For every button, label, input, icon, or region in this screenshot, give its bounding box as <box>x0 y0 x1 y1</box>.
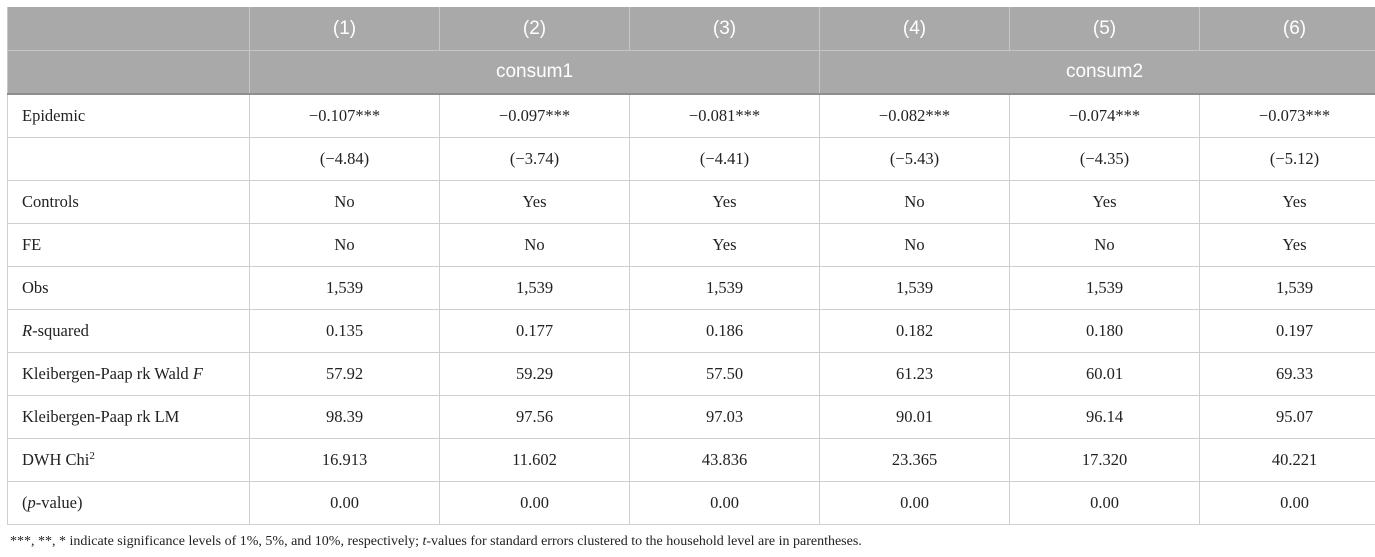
regression-table <box>7 7 1375 525</box>
group-header-consum2: consum2 <box>820 51 1375 95</box>
footnote-text: ***, **, * indicate significance levels of 1%, 5%, and 10%, respectively; <box>10 534 423 549</box>
table-cell: 57.92 <box>250 353 440 396</box>
table-cell: 0.180 <box>1010 310 1200 353</box>
footnote-italic: t <box>422 534 427 549</box>
table-cell: 59.29 <box>440 353 630 396</box>
table-cell: 11.602 <box>440 439 630 482</box>
table-cell: (−3.74) <box>440 138 630 181</box>
row-label-open: ( <box>22 493 28 512</box>
table-cell: 0.177 <box>440 310 630 353</box>
row-label: Controls <box>8 181 250 224</box>
table-cell: 0.135 <box>250 310 440 353</box>
header-row-columns <box>8 7 1375 51</box>
row-label-main: Kleibergen-Paap rk Wald <box>22 364 193 383</box>
column-header: (1) <box>250 7 440 51</box>
table-cell: 0.00 <box>1010 482 1200 525</box>
column-header: (2) <box>440 7 630 51</box>
group-header-consum1: consum1 <box>250 51 820 95</box>
table-cell: −0.107*** <box>250 94 440 138</box>
table-cell: 0.00 <box>820 482 1010 525</box>
table-cell: 90.01 <box>820 396 1010 439</box>
table-row-p-value <box>8 482 1375 525</box>
table-cell: 1,539 <box>820 267 1010 310</box>
table-cell: 0.182 <box>820 310 1010 353</box>
table-cell: No <box>250 181 440 224</box>
regression-table-container <box>7 7 1369 525</box>
table-cell: 96.14 <box>1010 396 1200 439</box>
row-label: Epidemic <box>8 94 250 138</box>
table-cell: −0.097*** <box>440 94 630 138</box>
table-cell: No <box>820 224 1010 267</box>
table-cell: Yes <box>1200 224 1375 267</box>
column-header: (3) <box>630 7 820 51</box>
table-cell: 97.56 <box>440 396 630 439</box>
table-cell: 0.197 <box>1200 310 1375 353</box>
column-header: (5) <box>1010 7 1200 51</box>
table-cell: 23.365 <box>820 439 1010 482</box>
table-row-tvalues <box>8 138 1375 181</box>
table-cell: (−5.43) <box>820 138 1010 181</box>
table-cell: No <box>440 224 630 267</box>
footnote-text-rest: -values for standard errors clustered to the household level are in parentheses. <box>426 534 862 549</box>
table-cell: Yes <box>440 181 630 224</box>
table-cell: −0.074*** <box>1010 94 1200 138</box>
row-label <box>8 138 250 181</box>
table-cell: Yes <box>630 224 820 267</box>
header-row-groups <box>8 51 1375 95</box>
table-cell: No <box>820 181 1010 224</box>
table-cell: −0.082*** <box>820 94 1010 138</box>
row-label: Kleibergen-Paap rk LM <box>8 396 250 439</box>
row-label-italic: p <box>27 493 36 512</box>
table-footnote <box>10 534 1370 550</box>
table-cell: 16.913 <box>250 439 440 482</box>
table-row-obs <box>8 267 1375 310</box>
table-cell: 1,539 <box>1010 267 1200 310</box>
table-row-controls <box>8 181 1375 224</box>
row-label-rest: -value) <box>35 493 83 512</box>
table-cell: 0.186 <box>630 310 820 353</box>
table-cell: 17.320 <box>1010 439 1200 482</box>
table-cell: Yes <box>630 181 820 224</box>
column-header: (6) <box>1200 7 1375 51</box>
table-cell: 1,539 <box>440 267 630 310</box>
table-cell: 60.01 <box>1010 353 1200 396</box>
table-cell: 0.00 <box>440 482 630 525</box>
table-cell: Yes <box>1010 181 1200 224</box>
table-cell: (−4.84) <box>250 138 440 181</box>
row-label: Obs <box>8 267 250 310</box>
table-row-dwh-chi2 <box>8 439 1375 482</box>
table-row-kp-lm <box>8 396 1375 439</box>
table-cell: −0.081*** <box>630 94 820 138</box>
table-cell: Yes <box>1200 181 1375 224</box>
row-label <box>8 353 250 396</box>
table-cell: No <box>250 224 440 267</box>
row-label-rest: -squared <box>32 321 89 340</box>
table-cell: 0.00 <box>250 482 440 525</box>
row-label: FE <box>8 224 250 267</box>
column-header: (4) <box>820 7 1010 51</box>
row-label-superscript: 2 <box>89 450 95 462</box>
table-cell: (−4.35) <box>1010 138 1200 181</box>
table-row-kp-wald-f <box>8 353 1375 396</box>
row-label <box>8 439 250 482</box>
table-cell: 0.00 <box>630 482 820 525</box>
table-cell: 57.50 <box>630 353 820 396</box>
table-cell: 1,539 <box>1200 267 1375 310</box>
row-label <box>8 482 250 525</box>
table-row-r-squared <box>8 310 1375 353</box>
table-cell: 0.00 <box>1200 482 1375 525</box>
header-corner <box>8 7 250 51</box>
table-cell: 43.836 <box>630 439 820 482</box>
row-label-italic: R <box>22 321 33 340</box>
table-row-epidemic <box>8 94 1375 138</box>
table-row-fe <box>8 224 1375 267</box>
table-cell: No <box>1010 224 1200 267</box>
table-cell: 95.07 <box>1200 396 1375 439</box>
header-corner-2 <box>8 51 250 95</box>
table-cell: 69.33 <box>1200 353 1375 396</box>
row-label-main: DWH Chi <box>22 450 90 469</box>
row-label <box>8 310 250 353</box>
table-cell: 97.03 <box>630 396 820 439</box>
table-cell: 40.221 <box>1200 439 1375 482</box>
table-cell: (−5.12) <box>1200 138 1375 181</box>
table-cell: −0.073*** <box>1200 94 1375 138</box>
table-cell: 1,539 <box>630 267 820 310</box>
row-label-italic: F <box>192 364 203 383</box>
table-cell: 61.23 <box>820 353 1010 396</box>
table-cell: 1,539 <box>250 267 440 310</box>
table-cell: 98.39 <box>250 396 440 439</box>
table-cell: (−4.41) <box>630 138 820 181</box>
